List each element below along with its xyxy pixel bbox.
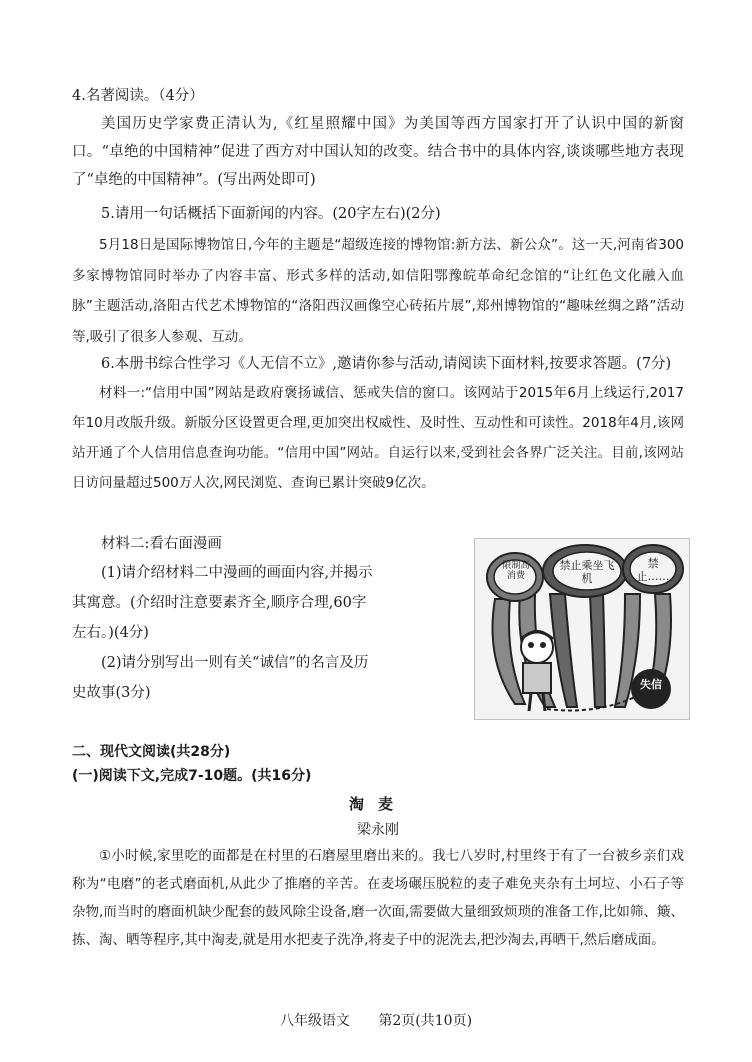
q6-sub1-line3: 左右。)(4分) — [72, 625, 149, 641]
cartoon-ball-label: 失信 — [640, 678, 662, 691]
q6-material1: 材料一:“信用中国”网站是政府褒扬诚信、惩戒失信的窗口。该网站于2015年6月上线运行,2017年10月改版升级。新版分区设置更合理,更加突出权威性、及时性、互动性和可读性。2018年4月,该网站开通了个人信用信息查询功能。“信用中国”网站。自运行以来,受到社会各界广泛关注。目前,该网站日访问量超过500万人次,网民浏览、查询已累计突破9亿次。 — [72, 385, 684, 491]
article-title: 淘麦 — [348, 795, 407, 813]
q6-material2: 材料二:看右面漫画 — [101, 536, 222, 552]
q4-title: 4.名著阅读。（4分） — [72, 88, 204, 104]
page-footer — [0, 1010, 752, 1030]
footer-subject: 八年级语文 — [279, 1013, 350, 1029]
section2-subheading: (一)阅读下文,完成7-10题。(共16分) — [72, 768, 312, 784]
q5-title: 5.请用一句话概括下面新闻的内容。(20字左右)(2分) — [101, 206, 441, 222]
integrity-cartoon — [474, 538, 690, 720]
footer-page-number: 第2页(共10页) — [378, 1013, 473, 1029]
cartoon-sign-right: 禁止…… — [636, 557, 670, 583]
q6-title: 6.本册书综合性学习《人无信不立》,邀请你参与活动,请阅读下面材料,按要求答题。(7分) — [101, 356, 672, 372]
q5-news: 5月18日是国际博物馆日,今年的主题是“超级连接的博物馆:新方法、新公众”。这一天,河南省300多家博物馆同时举办了内容丰富、形式多样的活动,如信阳鄂豫皖革命纪念馆的“让红色文化融入血脉”主题活动,洛阳古代艺术博物馆的“洛阳西汉画像空心砖拓片展”,郑州博物馆的“趣味丝绸之路”活动等,吸引了很多人参观、互动。 — [72, 237, 684, 345]
cartoon-sign-left: 限制高消费 — [502, 561, 530, 581]
q4-body: 美国历史学家费正清认为,《红星照耀中国》为美国等西方国家打开了认识中国的新窗口。“卓绝的中国精神”促进了西方对中国认知的改变。结合书中的具体内容,谈谈哪些地方表现了“卓绝的中国精神”。(写出两处即可) — [72, 116, 684, 188]
cartoon-sign-center: 禁止乘坐飞机 — [559, 559, 615, 585]
article-author: 梁永刚 — [357, 822, 399, 838]
q6-sub1-line1: (1)请介绍材料二中漫画的画面内容,并揭示 — [101, 565, 373, 581]
article-paragraph-1: ①小时候,家里吃的面都是在村里的石磨屋里磨出来的。我七八岁时,村里终于有了一台被乡亲们戏称为“电磨”的老式磨面机,从此少了推磨的辛苦。在麦场碾压脱粒的麦子难免夹杂有土坷垃、小石子等杂物,而当时的磨面机缺少配套的鼓风除尘设备,磨一次面,需要做大量细致烦琐的准备工作,比如筛、簸、拣、淘、晒等程序,其中淘麦,就是用水把麦子洗净,将麦子中的泥洗去,把沙淘去,再晒干,然后磨成面。 — [72, 848, 684, 948]
q6-sub2-line2: 史故事(3分) — [72, 685, 151, 701]
q6-sub2-line1: (2)请分别写出一则有关“诚信”的名言及历 — [101, 655, 369, 671]
person-body — [523, 663, 551, 693]
section2-heading: 二、现代文阅读(共28分) — [72, 744, 231, 760]
q6-sub1-line2: 其寓意。(介绍时注意要素齐全,顺序合理,60字 — [72, 595, 367, 611]
